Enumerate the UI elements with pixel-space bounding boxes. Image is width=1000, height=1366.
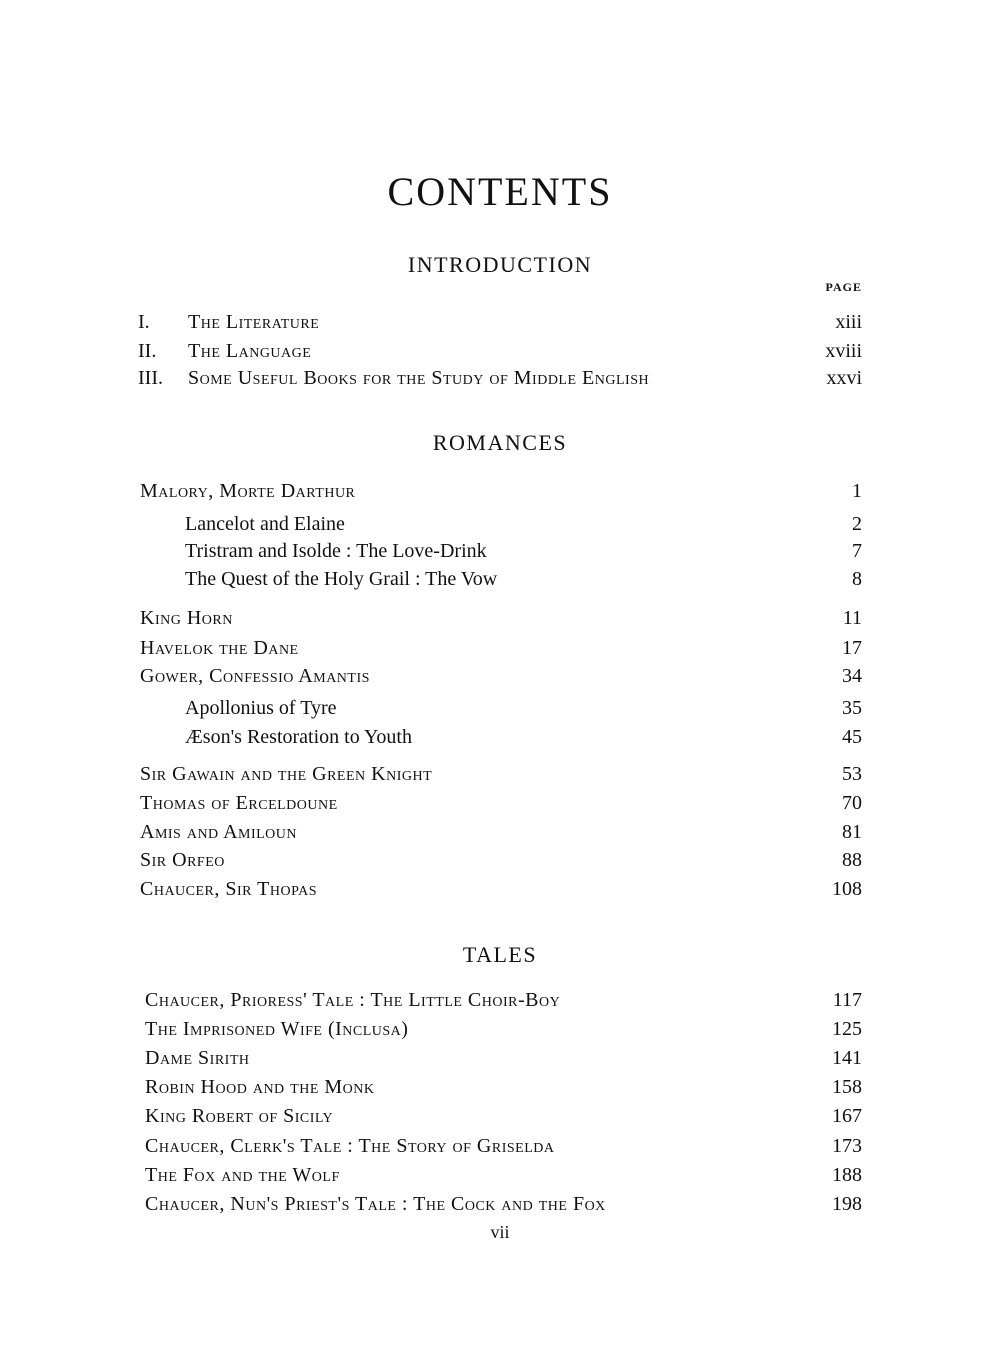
- entry-label: Lancelot and Elaine: [185, 513, 345, 535]
- entry-label: Apollonius of Tyre: [185, 697, 337, 719]
- toc-entry: [0, 337, 1000, 365]
- page-column-label: PAGE: [825, 280, 862, 294]
- toc-entry: [0, 565, 1000, 593]
- page-title: CONTENTS: [387, 169, 613, 214]
- romances-heading: ROMANCES: [432, 430, 568, 455]
- entry-number: I.: [138, 311, 150, 333]
- toc-entry: [0, 364, 1000, 392]
- toc-entry: [0, 1044, 1000, 1072]
- toc-entry: [0, 604, 1000, 632]
- entry-page: 117: [832, 989, 862, 1011]
- toc-entry: [0, 308, 1000, 336]
- toc-entry: [0, 846, 1000, 874]
- entry-page: 34: [842, 665, 862, 687]
- tales-heading: TALES: [462, 942, 538, 967]
- entry-label: Thomas of Erceldoune: [140, 792, 338, 814]
- entry-page: 8: [852, 568, 862, 590]
- entry-label: Chaucer, Clerk's Tale : The Story of Griselda: [145, 1135, 555, 1157]
- entry-page: 45: [842, 726, 862, 748]
- entry-label: Sir Gawain and the Green Knight: [140, 763, 433, 785]
- toc-entry: [0, 723, 1000, 751]
- toc-entry: [0, 986, 1000, 1014]
- entry-label: Havelok the Dane: [140, 637, 299, 659]
- entry-page: 17: [842, 637, 862, 659]
- toc-entry: [0, 662, 1000, 690]
- entry-label: Æson's Restoration to Youth: [185, 726, 412, 748]
- entry-page: 141: [832, 1047, 862, 1069]
- toc-entry: [0, 694, 1000, 722]
- entry-page: 158: [832, 1076, 862, 1098]
- entry-page: 81: [842, 821, 862, 843]
- toc-entry: [0, 1073, 1000, 1101]
- entry-page: xviii: [825, 340, 862, 362]
- entry-page: xxvi: [826, 367, 862, 389]
- entry-label: Chaucer, Nun's Priest's Tale : The Cock and the Fox: [145, 1193, 606, 1215]
- entry-label: The Quest of the Holy Grail : The Vow: [185, 568, 498, 590]
- entry-number: III.: [138, 367, 163, 389]
- page-number: vii: [490, 1222, 510, 1242]
- introduction-heading: INTRODUCTION: [407, 252, 593, 277]
- entry-label: The Literature: [188, 311, 320, 333]
- toc-entry: [0, 1015, 1000, 1043]
- toc-entry: [0, 818, 1000, 846]
- entry-page: 1: [852, 480, 862, 502]
- entry-page: 167: [832, 1105, 862, 1127]
- entry-label: Malory, Morte Darthur: [140, 480, 356, 502]
- entry-label: Gower, Confessio Amantis: [140, 665, 370, 687]
- entry-page: 35: [842, 697, 862, 719]
- entry-label: The Imprisoned Wife (Inclusa): [145, 1018, 409, 1040]
- entry-page: 173: [832, 1135, 862, 1157]
- toc-entry: [0, 1132, 1000, 1160]
- entry-page: 53: [842, 763, 862, 785]
- toc-entry: [0, 634, 1000, 662]
- entry-page: 11: [842, 607, 862, 629]
- toc-entry: [0, 760, 1000, 788]
- entry-label: Tristram and Isolde : The Love-Drink: [185, 540, 487, 562]
- entry-label: Chaucer, Prioress' Tale : The Little Choir-Boy: [145, 989, 561, 1011]
- toc-entry: [0, 875, 1000, 903]
- entry-page: 7: [852, 540, 862, 562]
- entry-page: 125: [832, 1018, 862, 1040]
- entry-label: Chaucer, Sir Thopas: [140, 878, 317, 900]
- entry-page: 108: [832, 878, 862, 900]
- entry-label: King Horn: [140, 607, 233, 629]
- entry-page: 2: [852, 513, 862, 535]
- entry-label: Sir Orfeo: [140, 849, 225, 871]
- toc-entry: [0, 1190, 1000, 1218]
- entry-page: xiii: [835, 311, 862, 333]
- entry-page: 198: [832, 1193, 862, 1215]
- toc-entry: [0, 789, 1000, 817]
- toc-entry: [0, 537, 1000, 565]
- toc-entry: [0, 510, 1000, 538]
- entry-label: King Robert of Sicily: [145, 1105, 334, 1127]
- entry-page: 70: [842, 792, 862, 814]
- toc-entry: [0, 1161, 1000, 1189]
- entry-page: 88: [842, 849, 862, 871]
- entry-label: Amis and Amiloun: [140, 821, 298, 843]
- entry-label: The Fox and the Wolf: [145, 1164, 340, 1186]
- entry-label: Robin Hood and the Monk: [145, 1076, 375, 1098]
- entry-label: The Language: [188, 340, 312, 362]
- entry-label: Dame Sirith: [145, 1047, 250, 1069]
- toc-entry: [0, 1102, 1000, 1130]
- entry-label: Some Useful Books for the Study of Middle English: [188, 367, 650, 389]
- entry-page: 188: [832, 1164, 862, 1186]
- entry-number: II.: [138, 340, 157, 362]
- toc-entry: [0, 477, 1000, 505]
